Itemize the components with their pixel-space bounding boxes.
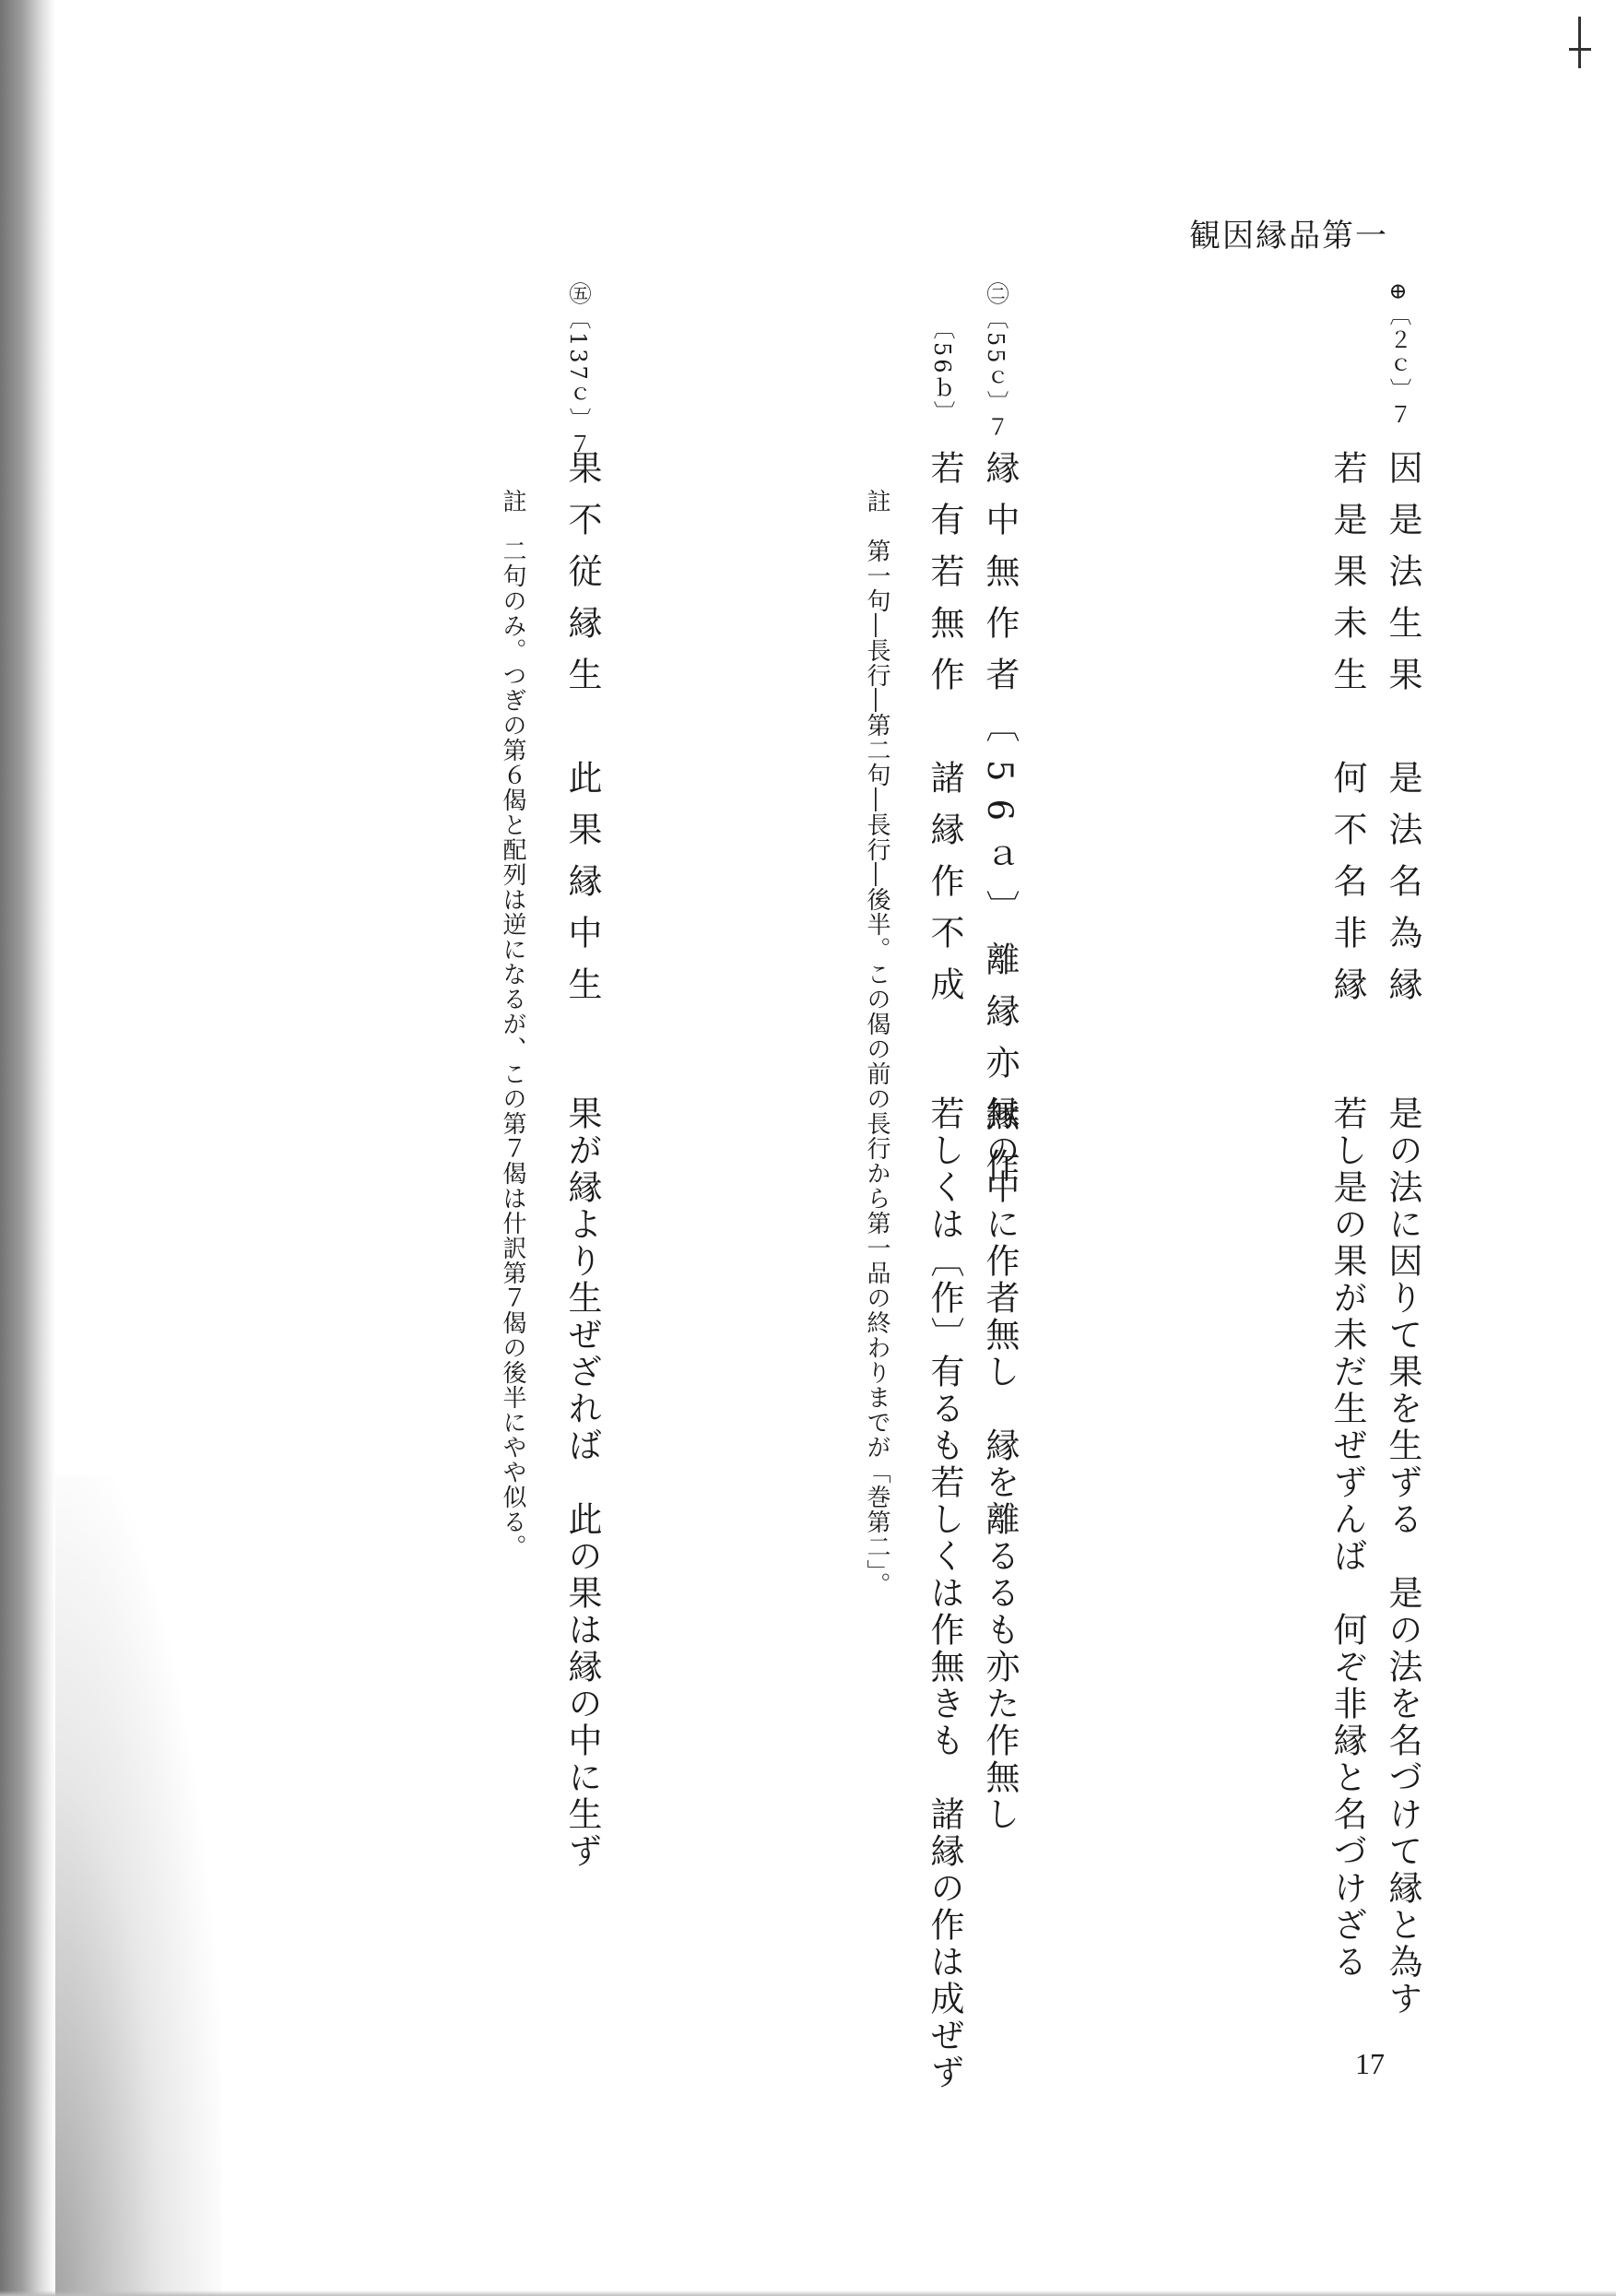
scan-shadow-left — [0, 0, 55, 2296]
verse-2-kanbun-line-2: 若有若無作 諸縁作不成 — [925, 450, 964, 1018]
verse-2-label: ㊁〔55ｃ〕７ — [983, 282, 1009, 441]
corner-mark-icon — [1578, 17, 1581, 68]
verse-3-kanbun-line-1: 果不従縁生 此果縁中生 — [562, 450, 602, 1018]
verse-2-note: 註 第一句―長行―第二句―長行―後半。この偈の前の長行から第一品の終わりまでが「巻第二」。 — [863, 489, 891, 1597]
verse-1-label: ⊕〔２ｃ〕７ — [1386, 282, 1411, 429]
verse-2-reading-line-1: 縁の中に作者無し 縁を離るるも亦た作無し — [980, 1095, 1020, 1833]
page-number: 17 — [1355, 2047, 1385, 2080]
verse-3-label: ㊄〔137ｃ〕７ — [565, 282, 591, 457]
verse-2-reading-line-2: 若しくは〔作〕有るも若しくは作無きも 諸縁の作は成ぜず — [925, 1095, 964, 2091]
scan-noise — [55, 1475, 221, 2296]
verse-3-note: 註 二句のみ。つぎの第６偈と配列は逆になるが、この第７偈は什訳第７偈の後半にやや似る。 — [499, 489, 526, 1559]
verse-1-kanbun-line-1: 因是法生果 是法名為縁 — [1383, 450, 1422, 1018]
running-header: 観因縁品第一 — [1189, 218, 1388, 254]
verse-2-kanbun-line-1: 縁中無作者〔56ａ〕離縁亦無作 — [980, 450, 1020, 1201]
verse-3-reading-line-1: 果が縁より生ぜざれば 此の果は縁の中に生ず — [562, 1095, 602, 1870]
verse-2-label-secondary: 〔56ｂ〕 — [929, 317, 955, 426]
scan-shadow-bottom — [0, 2290, 1616, 2296]
verse-1-kanbun-line-2: 若是果未生 何不名非縁 — [1327, 450, 1367, 1018]
verse-1-reading-line-2: 若し是の果が未だ生ぜずんば 何ぞ非縁と名づけざる — [1327, 1095, 1367, 1981]
verse-1-reading-line-1: 是の法に因りて果を生ずる 是の法を名づけて縁と為す — [1383, 1095, 1422, 2018]
